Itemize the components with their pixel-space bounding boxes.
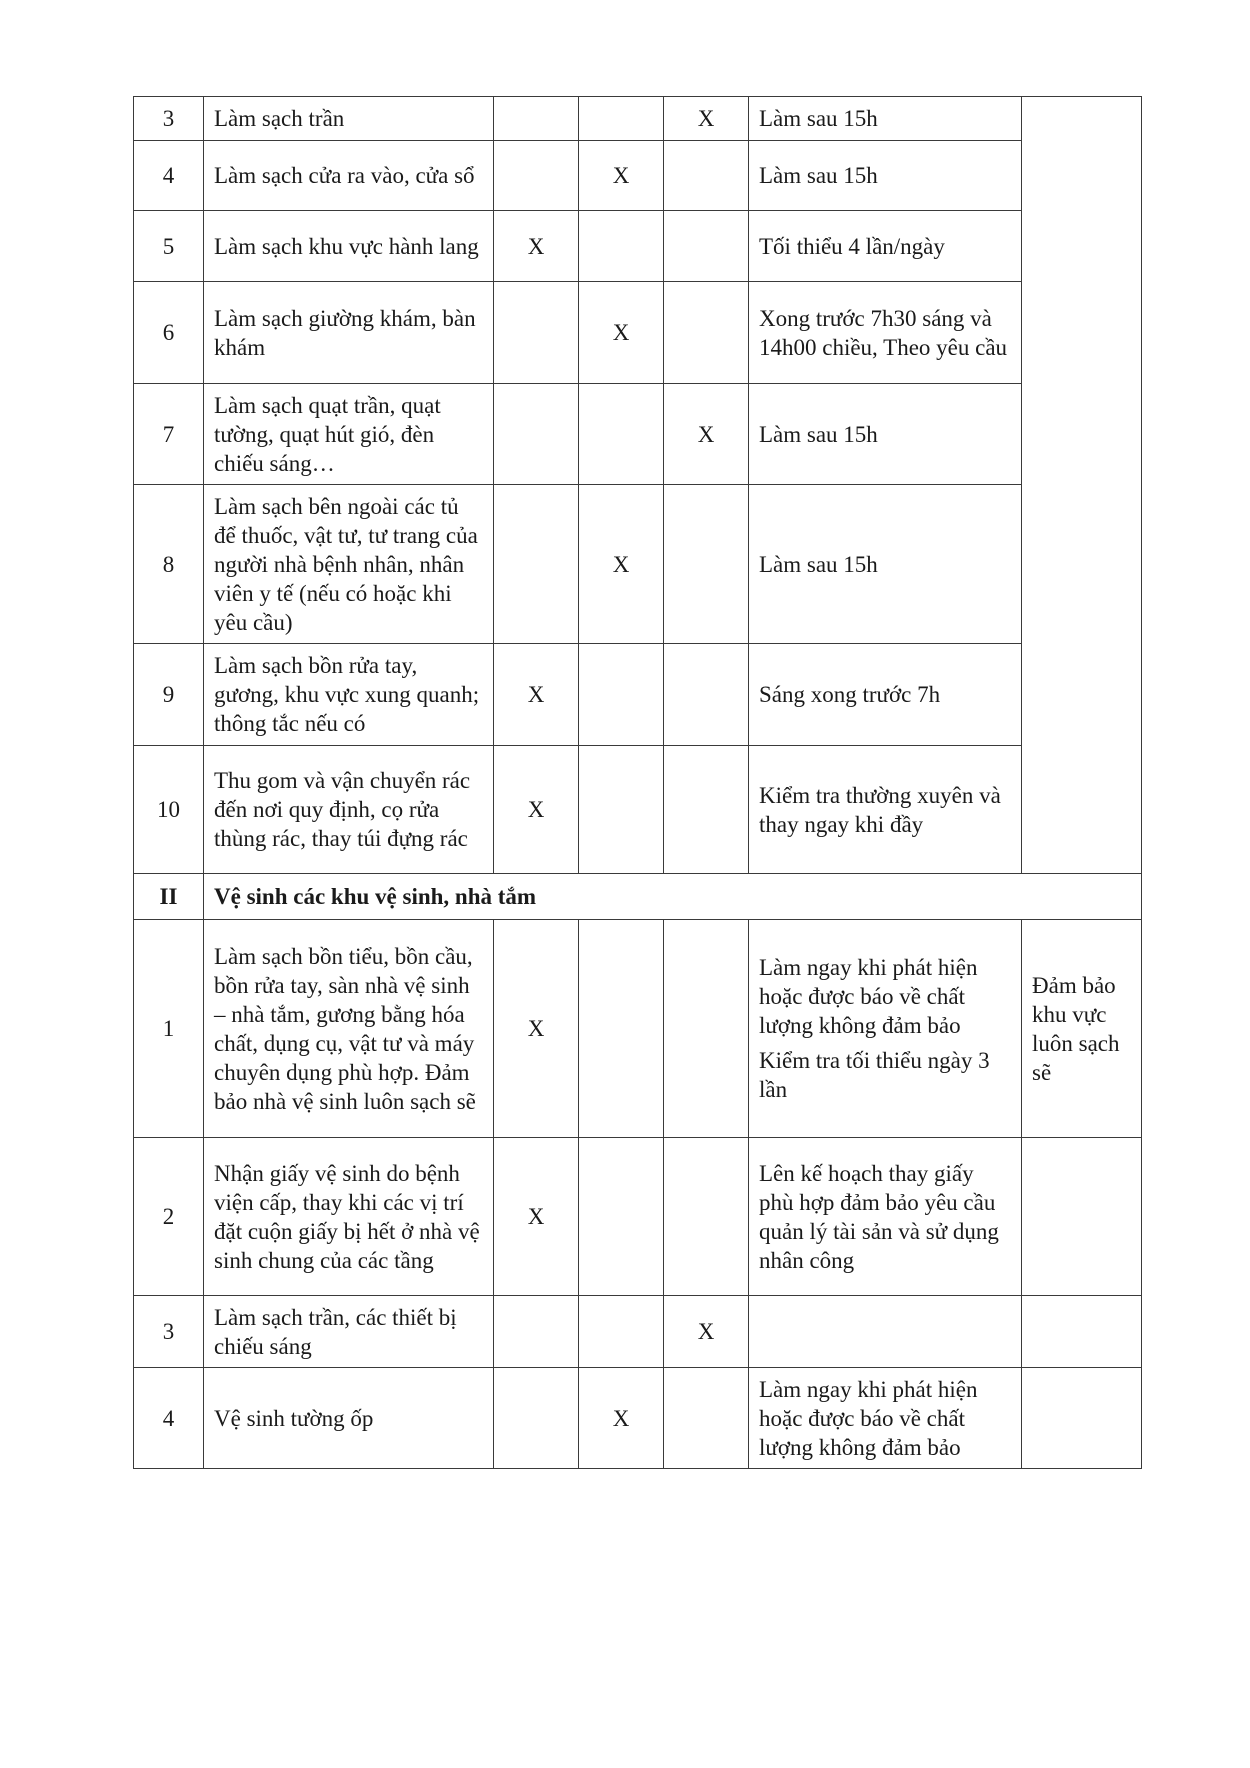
frequency-monthly-mark (664, 282, 749, 384)
frequency-weekly-mark (579, 1296, 664, 1368)
task-cell: Vệ sinh tường ốp (204, 1368, 494, 1469)
table-row (134, 141, 1142, 211)
frequency-daily-mark (494, 97, 579, 141)
frequency-weekly-mark: X (579, 485, 664, 644)
frequency-daily-mark (494, 282, 579, 384)
note-cell: Làm sau 15h (749, 485, 1022, 644)
frequency-weekly-mark: X (579, 282, 664, 384)
section-header-row (134, 874, 1142, 920)
frequency-monthly-mark: X (664, 384, 749, 485)
note-cell: Làm sau 15h (749, 141, 1022, 211)
task-cell: Làm sạch bồn tiểu, bồn cầu, bồn rửa tay, sàn nhà vệ sinh – nhà tắm, gương bằng hóa chất, dụng cụ, vật tư và máy chuyên dụng phù hợp. Đảm bảo nhà vệ sinh luôn sạch sẽ (204, 920, 494, 1138)
section-title: Vệ sinh các khu vệ sinh, nhà tắm (204, 874, 1142, 920)
task-cell: Thu gom và vận chuyển rác đến nơi quy định, cọ rửa thùng rác, thay túi đựng rác (204, 746, 494, 874)
task-cell: Làm sạch khu vực hành lang (204, 211, 494, 282)
frequency-weekly-mark: X (579, 141, 664, 211)
row-number: 2 (134, 1138, 204, 1296)
frequency-weekly-mark (579, 384, 664, 485)
row-number: 3 (134, 97, 204, 141)
note-cell (749, 920, 1022, 1138)
frequency-daily-mark: X (494, 211, 579, 282)
table-row (134, 211, 1142, 282)
requirement-cell-empty (1022, 1138, 1142, 1296)
requirement-cell-empty (1022, 97, 1142, 874)
frequency-daily-mark (494, 384, 579, 485)
task-cell: Làm sạch cửa ra vào, cửa sổ (204, 141, 494, 211)
frequency-monthly-mark (664, 211, 749, 282)
frequency-daily-mark (494, 141, 579, 211)
table-row (134, 485, 1142, 644)
frequency-monthly-mark (664, 1368, 749, 1469)
row-number: 6 (134, 282, 204, 384)
row-number: 3 (134, 1296, 204, 1368)
section-number: II (134, 874, 204, 920)
note-cell: Làm ngay khi phát hiện hoặc được báo về chất lượng không đảm bảo (749, 1368, 1022, 1469)
frequency-weekly-mark (579, 644, 664, 746)
frequency-daily-mark (494, 1368, 579, 1469)
table-row (134, 1296, 1142, 1368)
frequency-monthly-mark (664, 746, 749, 874)
table-row (134, 746, 1142, 874)
note-cell: Xong trước 7h30 sáng và 14h00 chiều, Theo yêu cầu (749, 282, 1022, 384)
note-cell: Lên kế hoạch thay giấy phù hợp đảm bảo yêu cầu quản lý tài sản và sử dụng nhân công (749, 1138, 1022, 1296)
row-number: 8 (134, 485, 204, 644)
table-row (134, 1368, 1142, 1469)
row-number: 1 (134, 920, 204, 1138)
note-text: Làm ngay khi phát hiện hoặc được báo về chất lượng không đảm bảo (759, 955, 978, 1038)
frequency-monthly-mark: X (664, 1296, 749, 1368)
requirement-cell-empty (1022, 1296, 1142, 1368)
task-cell: Làm sạch quạt trần, quạt tường, quạt hút gió, đèn chiếu sáng… (204, 384, 494, 485)
note-cell: Kiểm tra thường xuyên và thay ngay khi đầy (749, 746, 1022, 874)
table-row (134, 97, 1142, 141)
frequency-monthly-mark (664, 920, 749, 1138)
task-cell: Làm sạch bên ngoài các tủ để thuốc, vật tư, tư trang của người nhà bệnh nhân, nhân viên y tế (nếu có hoặc khi yêu cầu) (204, 485, 494, 644)
row-number: 10 (134, 746, 204, 874)
row-number: 9 (134, 644, 204, 746)
note-cell: Làm sau 15h (749, 97, 1022, 141)
note-cell: Sáng xong trước 7h (749, 644, 1022, 746)
table-row (134, 384, 1142, 485)
frequency-daily-mark: X (494, 746, 579, 874)
task-cell: Làm sạch trần (204, 97, 494, 141)
row-number: 5 (134, 211, 204, 282)
frequency-daily-mark: X (494, 920, 579, 1138)
task-cell: Làm sạch bồn rửa tay, gương, khu vực xung quanh; thông tắc nếu có (204, 644, 494, 746)
frequency-daily-mark: X (494, 1138, 579, 1296)
table-row (134, 644, 1142, 746)
frequency-weekly-mark (579, 746, 664, 874)
frequency-monthly-mark (664, 1138, 749, 1296)
frequency-daily-mark (494, 1296, 579, 1368)
frequency-monthly-mark (664, 485, 749, 644)
frequency-monthly-mark (664, 141, 749, 211)
row-number: 4 (134, 141, 204, 211)
task-cell: Làm sạch giường khám, bàn khám (204, 282, 494, 384)
frequency-weekly-mark: X (579, 1368, 664, 1469)
frequency-monthly-mark: X (664, 97, 749, 141)
note-cell: Làm sau 15h (749, 384, 1022, 485)
frequency-weekly-mark (579, 1138, 664, 1296)
task-cell: Nhận giấy vệ sinh do bệnh viện cấp, thay khi các vị trí đặt cuộn giấy bị hết ở nhà vệ sinh chung của các tầng (204, 1138, 494, 1296)
note-cell: Tối thiểu 4 lần/ngày (749, 211, 1022, 282)
table-row (134, 282, 1142, 384)
table-row (134, 920, 1142, 1138)
frequency-weekly-mark (579, 211, 664, 282)
note-cell (749, 1296, 1022, 1368)
frequency-weekly-mark (579, 920, 664, 1138)
frequency-monthly-mark (664, 644, 749, 746)
requirement-cell-empty (1022, 1368, 1142, 1469)
task-cell: Làm sạch trần, các thiết bị chiếu sáng (204, 1296, 494, 1368)
note-text-secondary: Kiểm tra tối thiểu ngày 3 lần (759, 1048, 990, 1102)
frequency-daily-mark: X (494, 644, 579, 746)
frequency-daily-mark (494, 485, 579, 644)
frequency-weekly-mark (579, 97, 664, 141)
cleaning-schedule-table (133, 96, 1142, 1469)
requirement-cell: Đảm bảo khu vực luôn sạch sẽ (1022, 920, 1142, 1138)
table-row (134, 1138, 1142, 1296)
row-number: 4 (134, 1368, 204, 1469)
row-number: 7 (134, 384, 204, 485)
